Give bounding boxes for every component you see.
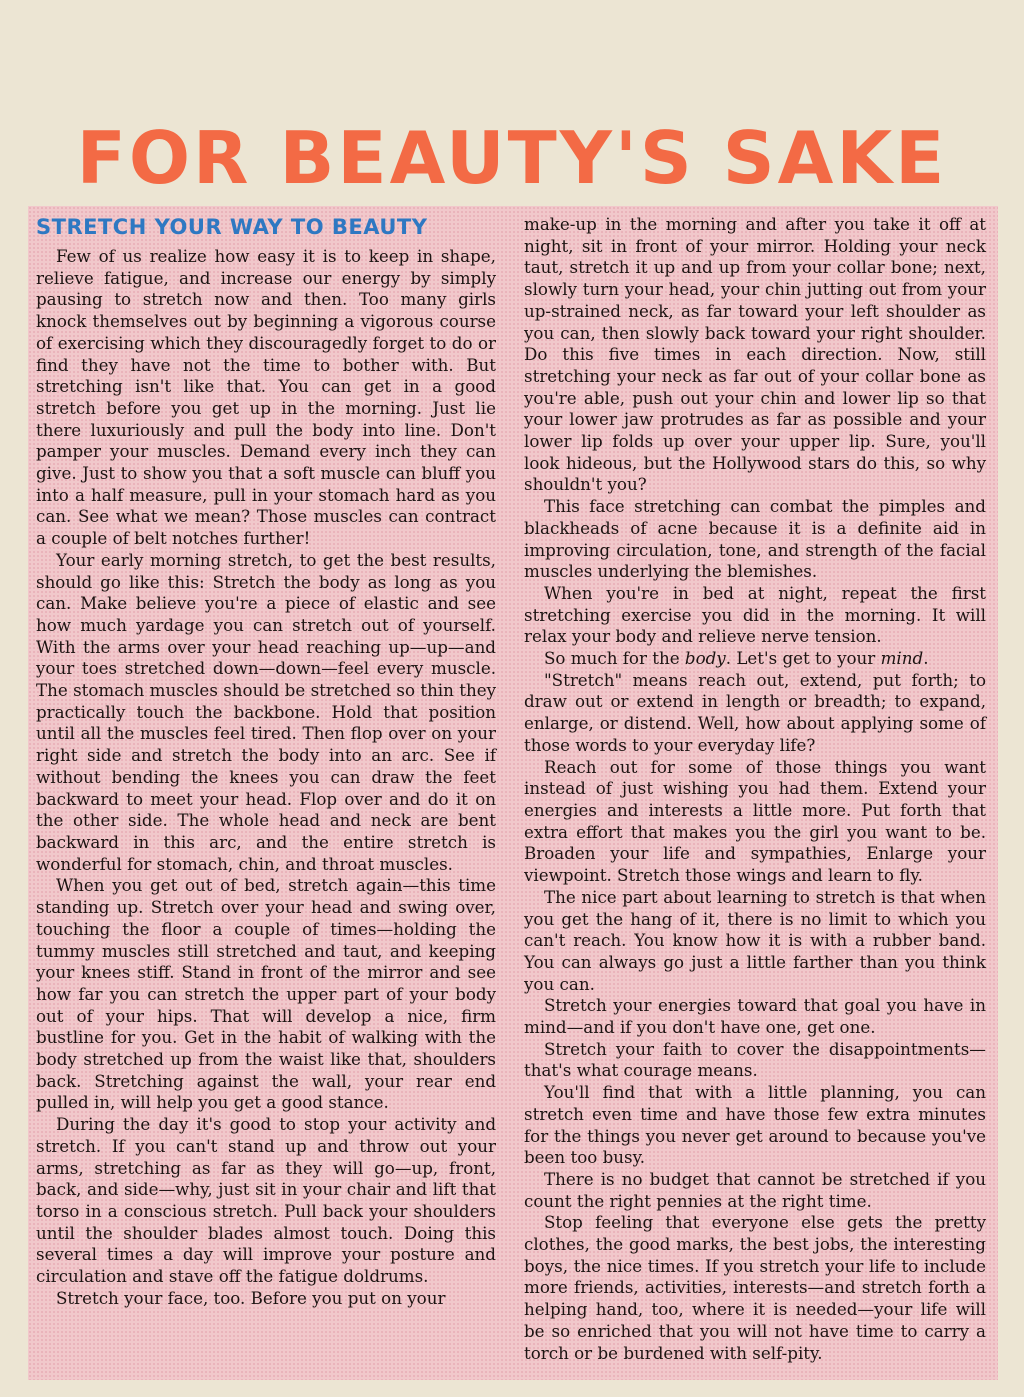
article-paragraph: You'll find that with a little planning, you can stretch even time and have those few extra minutes for the things you never get around to because you've been too busy. [524, 1082, 986, 1168]
article-paragraph: Stretch your faith to cover the disappointments—that's what courage means. [524, 1038, 986, 1081]
text-run: . [923, 648, 929, 669]
article-paragraph: When you're in bed at night, repeat the first stretching exercise you did in the morning. It will relax your body and relieve nerve tension. [524, 582, 986, 647]
article-column-right [524, 214, 986, 1364]
page-title: FOR BEAUTY'S SAKE [76, 116, 948, 201]
article-paragraph: Stretch your face, too. Before you put on your [56, 1287, 446, 1308]
article-paragraph: Stop feeling that everyone else gets the pretty clothes, the good marks, the best jobs, the interesting boys, the nice times. If you stretch your life to include more friends, activities, interests—and stretch forth a helping hand, too, where it is needed—your life will be so enriched that you will not have time to carry a torch or be burdened with self-pity. [524, 1212, 986, 1363]
emphasis-body: body [684, 648, 726, 669]
article-paragraph: There is no budget that cannot be stretched if you count the right pennies at the right time. [524, 1168, 986, 1211]
article-paragraph: During the day it's good to stop your activity and stretch. If you can't stand up and throw out your arms, stretching as far as they will go—up, front, back, and side—why, just sit in your chair and lift that torso in a conscious stretch. Pull back your shoulders until the shoulder blades almost touch. Doing this several times a day will improve your posture and circulation and stave off the fatigue doldrums. [36, 1114, 496, 1287]
article-paragraph: Few of us realize how easy it is to keep in shape, relieve fatigue, and increase our energy by simply pausing to stretch now and then. Too many girls knock themselves out by beginning a vigorous course of exercising which they discouragedly forget to do or find they have not the time to bother with. But stretching isn't like that. You can get in a good stretch before you get up in the morning. Just lie there luxuriously and pull the body into line. Don't pamper your muscles. Demand every inch they can give. Just to show you that a soft muscle can bluff you into a half measure, pull in your stomach hard as you can. See what we mean? Those muscles can contract a couple of belt notches further! [36, 246, 496, 549]
emphasis-mind: mind [880, 648, 924, 669]
article-panel [28, 206, 998, 1380]
article-paragraph: Reach out for some of those things you want instead of just wishing you had them. Extend your energies and interests a little more. Put forth that extra effort that makes you the girl you want to be. Broaden your life and sympathies, Enlarge your viewpoint. Stretch those wings and learn to fly. [524, 756, 986, 886]
article-heading: STRETCH YOUR WAY TO BEAUTY [36, 215, 428, 239]
article-paragraph-mind [524, 648, 986, 670]
article-paragraph: This face stretching can combat the pimples and blackheads of acne because it is a definite aid in improving circulation, tone, and strength of the facial muscles underlying the blemishes. [524, 496, 986, 582]
article-paragraph: Stretch your energies toward that goal you have in mind—and if you don't have one, get one. [524, 995, 986, 1038]
text-run: . Let's get to your [725, 648, 881, 669]
article-column-left [36, 214, 496, 1309]
article-paragraph: make-up in the morning and after you take it off at night, sit in front of your mirror. Holding your neck taut, stretch it up and up from your collar bone; next, slowly turn your head, your chin jutting out from your up-strained neck, as far toward your left shoulder as you can, then slowly back toward your right shoulder. Do this five times in each direction. Now, still stretching your neck as far out of your collar bone as you're able, push out your chin and lower lip so that your lower jaw protrudes as far as possible and your lower lip folds up over your upper lip. Sure, you'll look hideous, but the Hollywood stars do this, so why shouldn't you? [524, 214, 986, 495]
article-paragraph: Your early morning stretch, to get the best results, should go like this: Stretch the body as long as you can. Make believe you're a piece of elastic and see how much yardage you can stretch out of yourself. With the arms over your head reaching up—up—and your toes stretched down—down—feel every muscle. The stomach muscles should be stretched so thin they practically touch the backbone. Hold that position until all the muscles feel tired. Then flop over on your right side and stretch the body into an arc. See if without bending the knees you can draw the feet backward to meet your head. Flop over and do it on the other side. The whole head and neck are bent backward in this arc, and the entire stretch is wonderful for stomach, chin, and throat muscles. [36, 549, 496, 874]
article-paragraph: The nice part about learning to stretch is that when you get the hang of it, there is no limit to which you can't reach. You know how it is with a rubber band. You can always go just a little farther than you think you can. [524, 886, 986, 994]
article-paragraph: When you get out of bed, stretch again—this time standing up. Stretch over your head and swing over, touching the floor a couple of times—holding the tummy muscles still stretched and taut, and keeping your knees stiff. Stand in front of the mirror and see how far you can stretch the upper part of your body out of your hips. That will develop a nice, firm bustline for you. Get in the habit of walking with the body stretched up from the waist like that, shoulders back. Stretching against the wall, your rear end pulled in, will help you get a good stance. [36, 875, 496, 1113]
article-paragraph: "Stretch" means reach out, extend, put forth; to draw out or extend in length or breadth; to expand, enlarge, or distend. Well, how about applying some of those words to your everyday life? [524, 669, 986, 755]
text-run: So much for the [544, 648, 685, 669]
